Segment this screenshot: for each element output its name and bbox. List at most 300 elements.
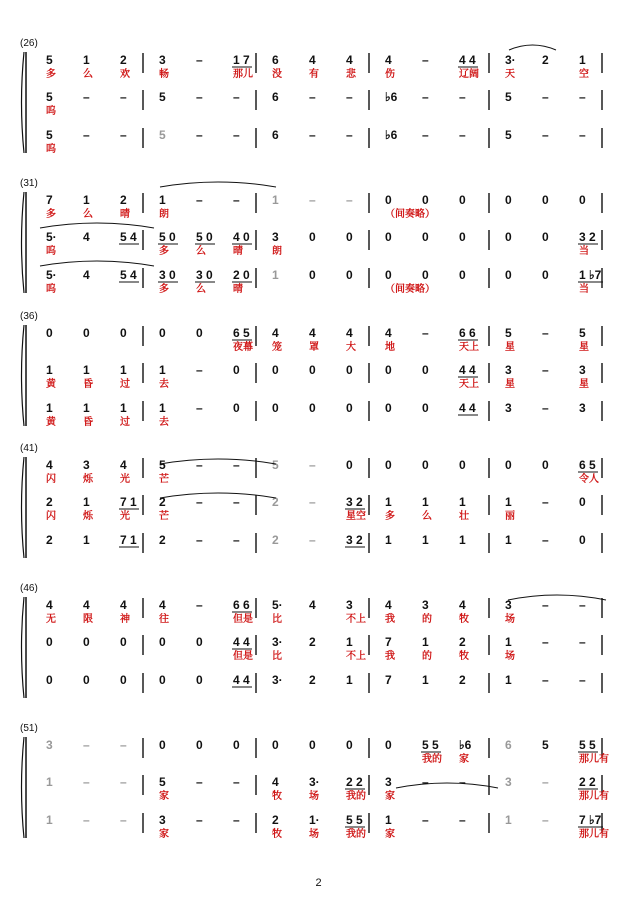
lyric-syllable: 辽阔 [459,69,479,80]
note: – [542,401,549,415]
lyric-syllable: 场 [309,791,319,802]
note: 5 0 [159,230,176,244]
note: 0 [83,673,90,687]
note: – [422,90,429,104]
note: 0 [422,401,429,415]
note: 0 [422,458,429,472]
lyric-syllable: 呜 [46,106,56,117]
note: 0 [505,268,512,282]
note: 4 [309,53,316,67]
note: 5 [159,775,166,789]
note: – [579,673,586,687]
note: – [83,90,90,104]
note: 1 [46,775,53,789]
note: 1 [505,673,512,687]
note: – [459,813,466,827]
note: 3 2 [346,533,363,547]
lyric-syllable: 过 [120,417,130,428]
note: 0 [46,635,53,649]
note: – [309,128,316,142]
note: 1 [505,813,512,827]
note: – [196,401,203,415]
lyric-syllable: 家 [159,791,169,802]
note: 0 [233,738,240,752]
lyric-syllable: 呜 [46,144,56,155]
lyric-syllable: 空 [579,69,589,80]
note: – [346,128,353,142]
note: 1 [505,635,512,649]
lyric-syllable: 但是 [233,614,253,625]
note: 0 [309,268,316,282]
note: – [346,90,353,104]
note: 4 [385,53,392,67]
note: – [542,775,549,789]
note: – [196,458,203,472]
note: 2 [459,673,466,687]
slur-arc [508,595,606,600]
note: – [542,673,549,687]
note: 0 [385,230,392,244]
system-brace [22,597,25,698]
note: 0 [346,363,353,377]
note: 1 [159,401,166,415]
lyric-syllable: 的 [422,651,432,662]
lyric-syllable: 晴 [120,209,130,220]
lyric-syllable: 星 [579,379,589,390]
note: 3 2 [346,495,363,509]
lyric-syllable: 但是 [233,651,253,662]
lyric-syllable: 那儿有 [579,829,609,840]
note: – [233,775,240,789]
lyric-syllable: 我 [385,651,395,662]
lyric-syllable: 呜 [46,284,56,295]
note: 1 [346,673,353,687]
lyric-syllable: 我的 [422,754,442,765]
note: 0 [120,635,127,649]
measure-number: (36) [20,311,38,322]
note: 6 5 [233,326,250,340]
slur-arc [160,182,276,187]
note: 1 7 [233,53,250,67]
note: – [196,813,203,827]
note: 1 [120,401,127,415]
note: 0 [542,268,549,282]
note: 0 [233,363,240,377]
note: 0 [346,738,353,752]
note: 2 [159,533,166,547]
note: – [542,813,549,827]
lyric-syllable: 没 [272,69,282,80]
note: 0 [83,326,90,340]
note: 5 [159,90,166,104]
note: – [120,128,127,142]
note: – [459,90,466,104]
lyric-syllable: 当 [579,246,589,257]
note: – [579,128,586,142]
note: 0 [579,495,586,509]
score-system [20,178,603,295]
lyric-syllable: 家 [385,829,395,840]
slur-arc [160,459,276,464]
lyric-syllable: 么 [196,246,206,257]
note: 0 [542,458,549,472]
note: 0 [505,458,512,472]
note: – [233,533,240,547]
note: 1 [422,673,429,687]
lyric-syllable: 多 [46,209,56,220]
note: 6 6 [459,326,476,340]
note: 0 [459,268,466,282]
lyric-syllable: 牧 [459,614,469,625]
note: – [459,775,466,789]
note: 1 [46,813,53,827]
note: 3 [46,738,53,752]
note: – [196,775,203,789]
lyric-syllable: 么 [422,511,432,522]
note: 0 [385,458,392,472]
note: 0 [159,738,166,752]
lyric-syllable: 欢 [120,69,130,80]
note: 7 [385,673,392,687]
lyric-syllable: 大 [346,342,356,353]
note: 3 [505,598,512,612]
note: 3 [385,775,392,789]
lyric-syllable: 昏 [83,417,93,428]
note: 0 [346,458,353,472]
note: 4 [83,230,90,244]
note: 3 [505,401,512,415]
note: 0 [196,326,203,340]
note: 1 [159,363,166,377]
lyric-syllable: 星 [505,379,515,390]
note: 4 [120,598,127,612]
note: 0 [159,635,166,649]
note: 5· [46,268,57,282]
note: – [422,813,429,827]
note: – [120,738,127,752]
note: 0 [542,193,549,207]
lyric-syllable: 晴 [233,284,243,295]
system-brace [22,52,25,153]
note: 4 [120,458,127,472]
lyric-syllable: （间奏略） [385,284,435,295]
note: 7 [46,193,53,207]
note: 3 [505,363,512,377]
score-system [20,38,602,155]
note: 5 [46,90,53,104]
note: 3 [579,363,586,377]
note: 1 [385,495,392,509]
note: 1 [83,363,90,377]
lyric-syllable: 芒 [159,511,169,522]
note: 0 [385,268,392,282]
note: ♭6 [459,738,472,752]
note: 2 [120,193,127,207]
note: 2 [159,495,166,509]
note: ♭6 [385,90,398,104]
lyric-syllable: 天上 [459,379,479,390]
note: 2 [46,495,53,509]
lyric-syllable: 场 [505,651,515,662]
note: 3· [309,775,320,789]
note: 2 0 [233,268,250,282]
note: – [309,533,316,547]
note: – [459,128,466,142]
note: 2 [272,533,279,547]
note: – [233,495,240,509]
lyric-syllable: 朗 [159,209,169,220]
system-brace [22,737,25,838]
note: 5 4 [120,230,137,244]
page-number: 2 [315,877,322,889]
lyric-syllable: 去 [159,417,169,428]
system-brace [22,457,25,558]
lyric-syllable: 罩 [309,342,319,353]
note: – [542,495,549,509]
note: 2 2 [346,775,363,789]
note: 5 [542,738,549,752]
note: 1 [346,635,353,649]
note: – [233,128,240,142]
note: 1 [459,495,466,509]
lyric-syllable: 多 [385,511,395,522]
note: 1 [46,401,53,415]
note: 3 [159,813,166,827]
lyric-syllable: 壮 [459,511,469,522]
note: – [196,90,203,104]
note: 1 [422,533,429,547]
note: 1 [272,268,279,282]
note: – [579,635,586,649]
note: 3 [83,458,90,472]
lyric-syllable: 么 [83,209,93,220]
note: 1 [120,363,127,377]
note: – [579,90,586,104]
note: 0 [83,635,90,649]
note: 7 1 [120,495,137,509]
note: – [196,598,203,612]
note: ♭6 [385,128,398,142]
note: 0 [422,230,429,244]
lyric-syllable: 悲 [346,69,356,80]
note: 0 [422,268,429,282]
note: 5 [46,128,53,142]
note: 2 [309,635,316,649]
note: 4 [159,598,166,612]
lyric-syllable: 场 [309,829,319,840]
note: 0 [272,738,279,752]
note: 5 [505,128,512,142]
note: 0 [120,673,127,687]
lyric-syllable: 呜 [46,246,56,257]
note: 0 [385,363,392,377]
note: 0 [233,401,240,415]
lyric-syllable: 朗 [272,246,282,257]
lyric-syllable: 限 [83,614,93,625]
note: – [309,458,316,472]
note: – [309,495,316,509]
slur-arc [40,223,154,228]
note: – [346,193,353,207]
lyric-syllable: 星空 [346,511,366,522]
note: 4 [272,326,279,340]
note: 7 ♭7 [579,813,602,827]
note: 1 [385,813,392,827]
note: 3· [272,673,283,687]
slur-arc [40,261,154,266]
note: 1 [83,53,90,67]
note: 4 [459,598,466,612]
lyric-syllable: 去 [159,379,169,390]
note: – [542,533,549,547]
lyric-syllable: 黄 [46,417,56,428]
note: – [196,495,203,509]
note: 1 [83,193,90,207]
lyric-syllable: 闪 [46,511,56,522]
score-system [20,443,602,558]
note: 5 5 [579,738,596,752]
note: 0 [46,673,53,687]
note: 1 [272,193,279,207]
note: 1 [505,533,512,547]
note: 0 [505,193,512,207]
note: 0 [422,363,429,377]
lyric-syllable: 神 [120,614,130,625]
note: – [83,813,90,827]
note: – [542,90,549,104]
note: – [120,813,127,827]
note: – [196,53,203,67]
note: 5 [159,458,166,472]
note: 0 [459,458,466,472]
note: 1 [579,53,586,67]
note: 4 [272,775,279,789]
note: 2 [542,53,549,67]
lyric-syllable: 芒 [159,474,169,485]
note: 5· [46,230,57,244]
note: 2 2 [579,775,596,789]
note: 1 [505,495,512,509]
note: 5 0 [196,230,213,244]
note: 1 [459,533,466,547]
lyric-syllable: 天上 [459,342,479,353]
lyric-syllable: 星 [505,342,515,353]
system-brace [22,325,25,426]
note: – [422,53,429,67]
note: 1 [83,533,90,547]
lyric-syllable: 伤 [385,69,395,80]
note: 2 [272,813,279,827]
lyric-syllable: 夜幕 [233,342,253,353]
lyric-syllable: 我的 [346,791,366,802]
note: 4 [46,458,53,472]
note: 5· [272,598,283,612]
note: 0 [579,533,586,547]
score-system [20,723,609,840]
note: – [233,813,240,827]
note: 2 [272,495,279,509]
note: – [309,90,316,104]
measure-number: (31) [20,178,38,189]
note: 2 [309,673,316,687]
lyric-syllable: 牧 [272,791,282,802]
note: 4 [346,53,353,67]
note: 0 [309,363,316,377]
note: 4 [309,598,316,612]
lyric-syllable: 昏 [83,379,93,390]
slur-arc [509,45,556,50]
note: – [196,533,203,547]
lyric-syllable: 我 [385,614,395,625]
note: – [579,598,586,612]
note: 1 [159,193,166,207]
lyric-syllable: 烁 [83,511,93,522]
lyric-syllable: 光 [120,474,130,485]
lyric-syllable: （间奏略） [385,209,435,220]
note: 1 [422,635,429,649]
lyric-syllable: 往 [159,614,169,625]
note: 0 [385,738,392,752]
note: 3 0 [159,268,176,282]
note: 3 [505,775,512,789]
lyric-syllable: 不上 [346,614,366,625]
note: 1 [83,495,90,509]
lyric-syllable: 光 [120,511,130,522]
note: – [233,193,240,207]
lyric-syllable: 地 [385,342,395,353]
lyric-syllable: 比 [272,614,282,625]
lyric-syllable: 多 [46,69,56,80]
slur-arc [396,783,498,788]
lyric-syllable: 家 [459,754,469,765]
note: 7 [385,635,392,649]
note: 4 4 [233,673,250,687]
note: 5 [272,458,279,472]
note: 0 [196,738,203,752]
lyric-syllable: 星 [579,342,589,353]
note: 7 1 [120,533,137,547]
note: 4 4 [459,363,476,377]
note: 1 ♭7 [579,268,602,282]
note: – [422,775,429,789]
note: 4 4 [459,401,476,415]
note: 0 [196,673,203,687]
note: – [196,128,203,142]
note: 0 [346,230,353,244]
lyric-syllable: 牧 [459,651,469,662]
note: 4 [385,598,392,612]
note: 0 [346,268,353,282]
note: 5 [579,326,586,340]
lyric-syllable: 比 [272,651,282,662]
lyric-syllable: 场 [505,614,515,625]
lyric-syllable: 么 [196,284,206,295]
note: 5 [505,326,512,340]
note: 3 [272,230,279,244]
note: 3· [272,635,283,649]
note: 0 [272,401,279,415]
lyric-syllable: 家 [385,791,395,802]
note: – [83,738,90,752]
note: 4 [83,268,90,282]
note: 0 [459,193,466,207]
note: – [196,363,203,377]
note: 3 0 [196,268,213,282]
note: – [309,193,316,207]
note: 1 [422,495,429,509]
lyric-syllable: 多 [159,246,169,257]
note: – [83,128,90,142]
